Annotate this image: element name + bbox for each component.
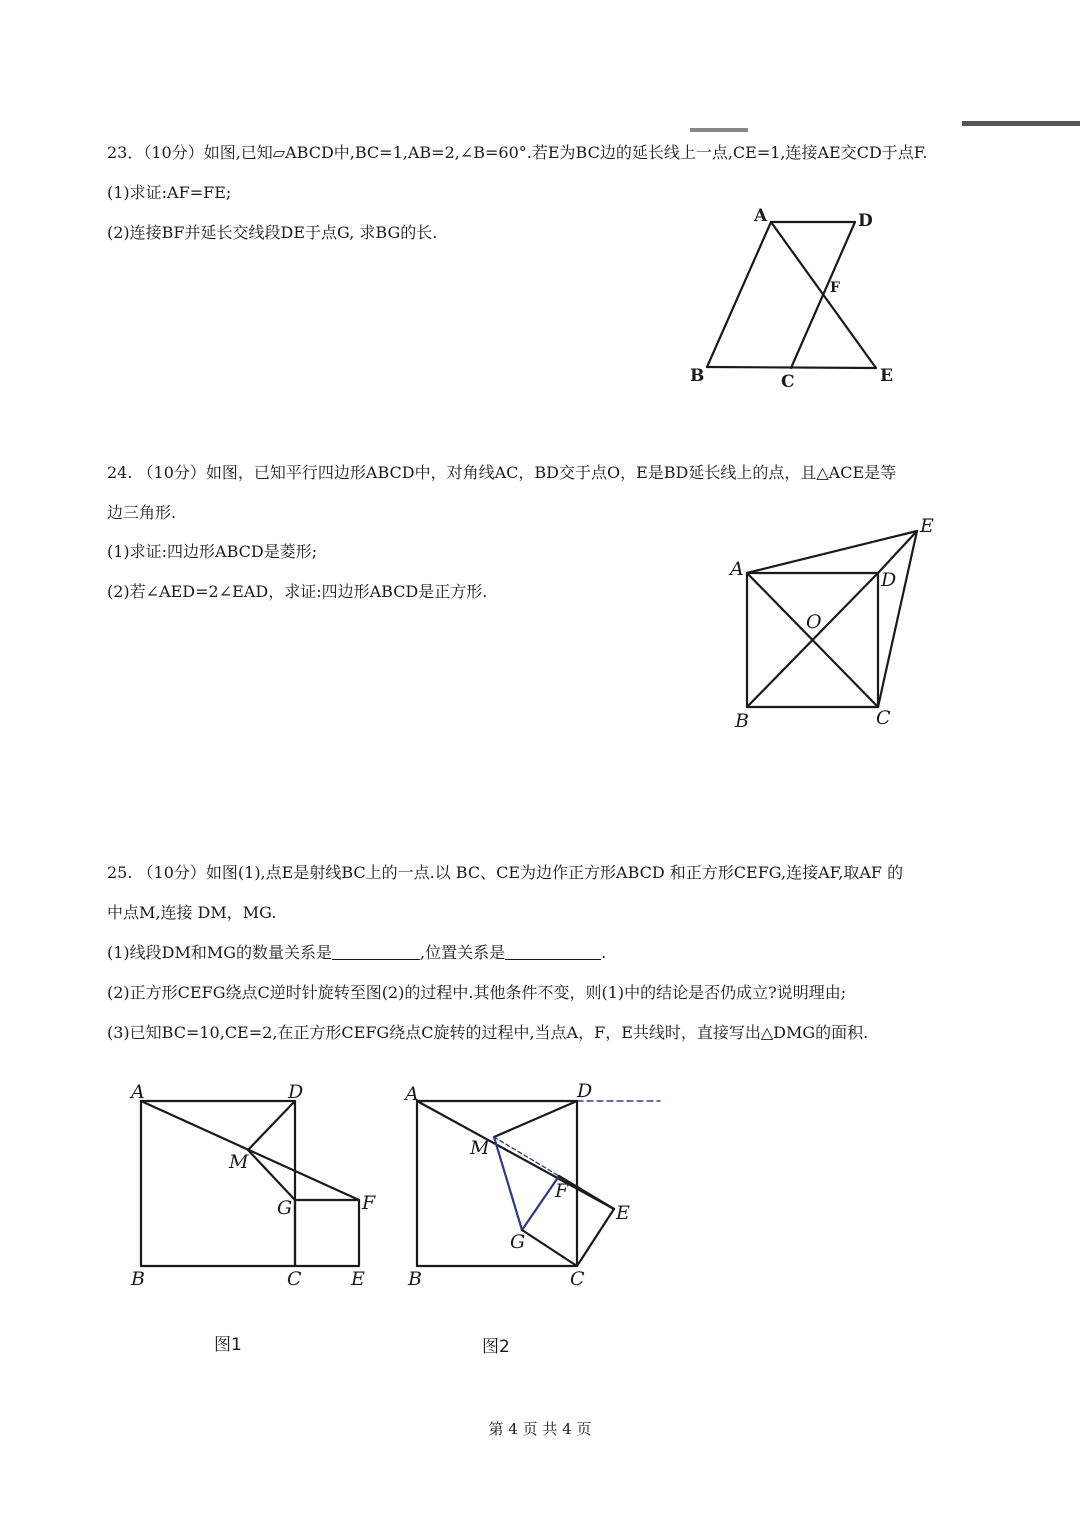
page-footer: 第 4 页 共 4 页	[488, 1420, 592, 1438]
fig2-label-E: E	[616, 1202, 630, 1224]
q23-part1: (1)求证:AF=FE;	[107, 183, 232, 202]
fig2-caption: 图2	[482, 1337, 510, 1357]
fig2-label-C: C	[570, 1268, 585, 1290]
fig2-label-A: A	[405, 1083, 419, 1105]
q24-label-C: C	[876, 707, 891, 729]
q25-part1-c: .	[601, 943, 607, 962]
q23-stem: 23．（10分）如图,已知▱ABCD中,BC=1,AB=2,∠B=60°.若E为BC边的延长线上一点,CE=1,连接AE交CD于点F.	[107, 143, 928, 162]
q24-label-D: D	[881, 569, 897, 591]
fig2-label-M: M	[470, 1137, 490, 1159]
fig2-label-F: F	[555, 1180, 569, 1202]
q23-label-C: C	[781, 372, 795, 392]
fig2-label-D: D	[577, 1080, 593, 1102]
q25-part1-b: ,位置关系是	[420, 943, 506, 962]
q23-label-B: B	[690, 366, 705, 386]
q23-label-D: D	[858, 211, 873, 231]
fig2-seg-DM	[494, 1101, 577, 1137]
q24-part2: (2)若∠AED=2∠EAD，求证:四边形ABCD是正方形.	[107, 582, 488, 601]
q24-part1: (1)求证:四边形ABCD是菱形;	[107, 542, 318, 561]
q25-part3: (3)已知BC=10,CE=2,在正方形CEFG绕点C旋转的过程中,当点A，F，E共线时，直接写出△DMG的面积.	[107, 1023, 869, 1042]
q24-label-B: B	[735, 710, 749, 732]
q24-label-O: O	[806, 611, 822, 633]
fig1-label-C: C	[287, 1268, 302, 1290]
fig2-label-G: G	[510, 1231, 526, 1253]
q24-stem-cont: 边三角形.	[107, 503, 177, 522]
fig2-seg-CG	[522, 1230, 577, 1266]
q25-part1-a: (1)线段DM和MG的数量关系是	[107, 943, 333, 962]
q24-label-A: A	[730, 558, 744, 580]
fig2-seg-GF	[522, 1176, 559, 1230]
fig1-label-G: G	[277, 1197, 293, 1219]
fig2-seg-AE	[417, 1101, 614, 1209]
fig1-label-F: F	[362, 1192, 376, 1214]
q23-part2: (2)连接BF并延长交线段DE于点G, 求BG的长.	[107, 223, 438, 242]
q23-label-A: A	[754, 206, 768, 226]
q25-stem-cont: 中点M,连接 DM，MG.	[107, 903, 277, 922]
fig1-caption: 图1	[214, 1335, 242, 1355]
q25-part2: (2)正方形CEFG绕点C逆时针旋转至图(2)的过程中.其他条件不变，则(1)中的结论是否仍成立?说明理由;	[107, 983, 847, 1002]
q23-label-E: E	[880, 366, 893, 386]
q24-label-E: E	[920, 515, 934, 537]
fig2-label-B: B	[408, 1268, 422, 1290]
fig1-label-M: M	[229, 1151, 249, 1173]
fig1-label-B: B	[131, 1268, 145, 1290]
q24-stem: 24. （10分）如图，已知平行四边形ABCD中，对角线AC，BD交于点O，E是BD延长线上的点，且△ACE是等	[107, 463, 897, 482]
fig2-seg-EC	[577, 1209, 614, 1266]
fig1-label-D: D	[288, 1081, 304, 1103]
q25-stem: 25. （10分）如图(1),点E是射线BC上的一点.以 BC、CE为边作正方形ABCD 和正方形CEFG,连接AF,取AF 的	[107, 863, 904, 882]
fig1-label-E: E	[351, 1268, 365, 1290]
q23-label-F: F	[830, 280, 840, 296]
fig1-label-A: A	[131, 1081, 145, 1103]
